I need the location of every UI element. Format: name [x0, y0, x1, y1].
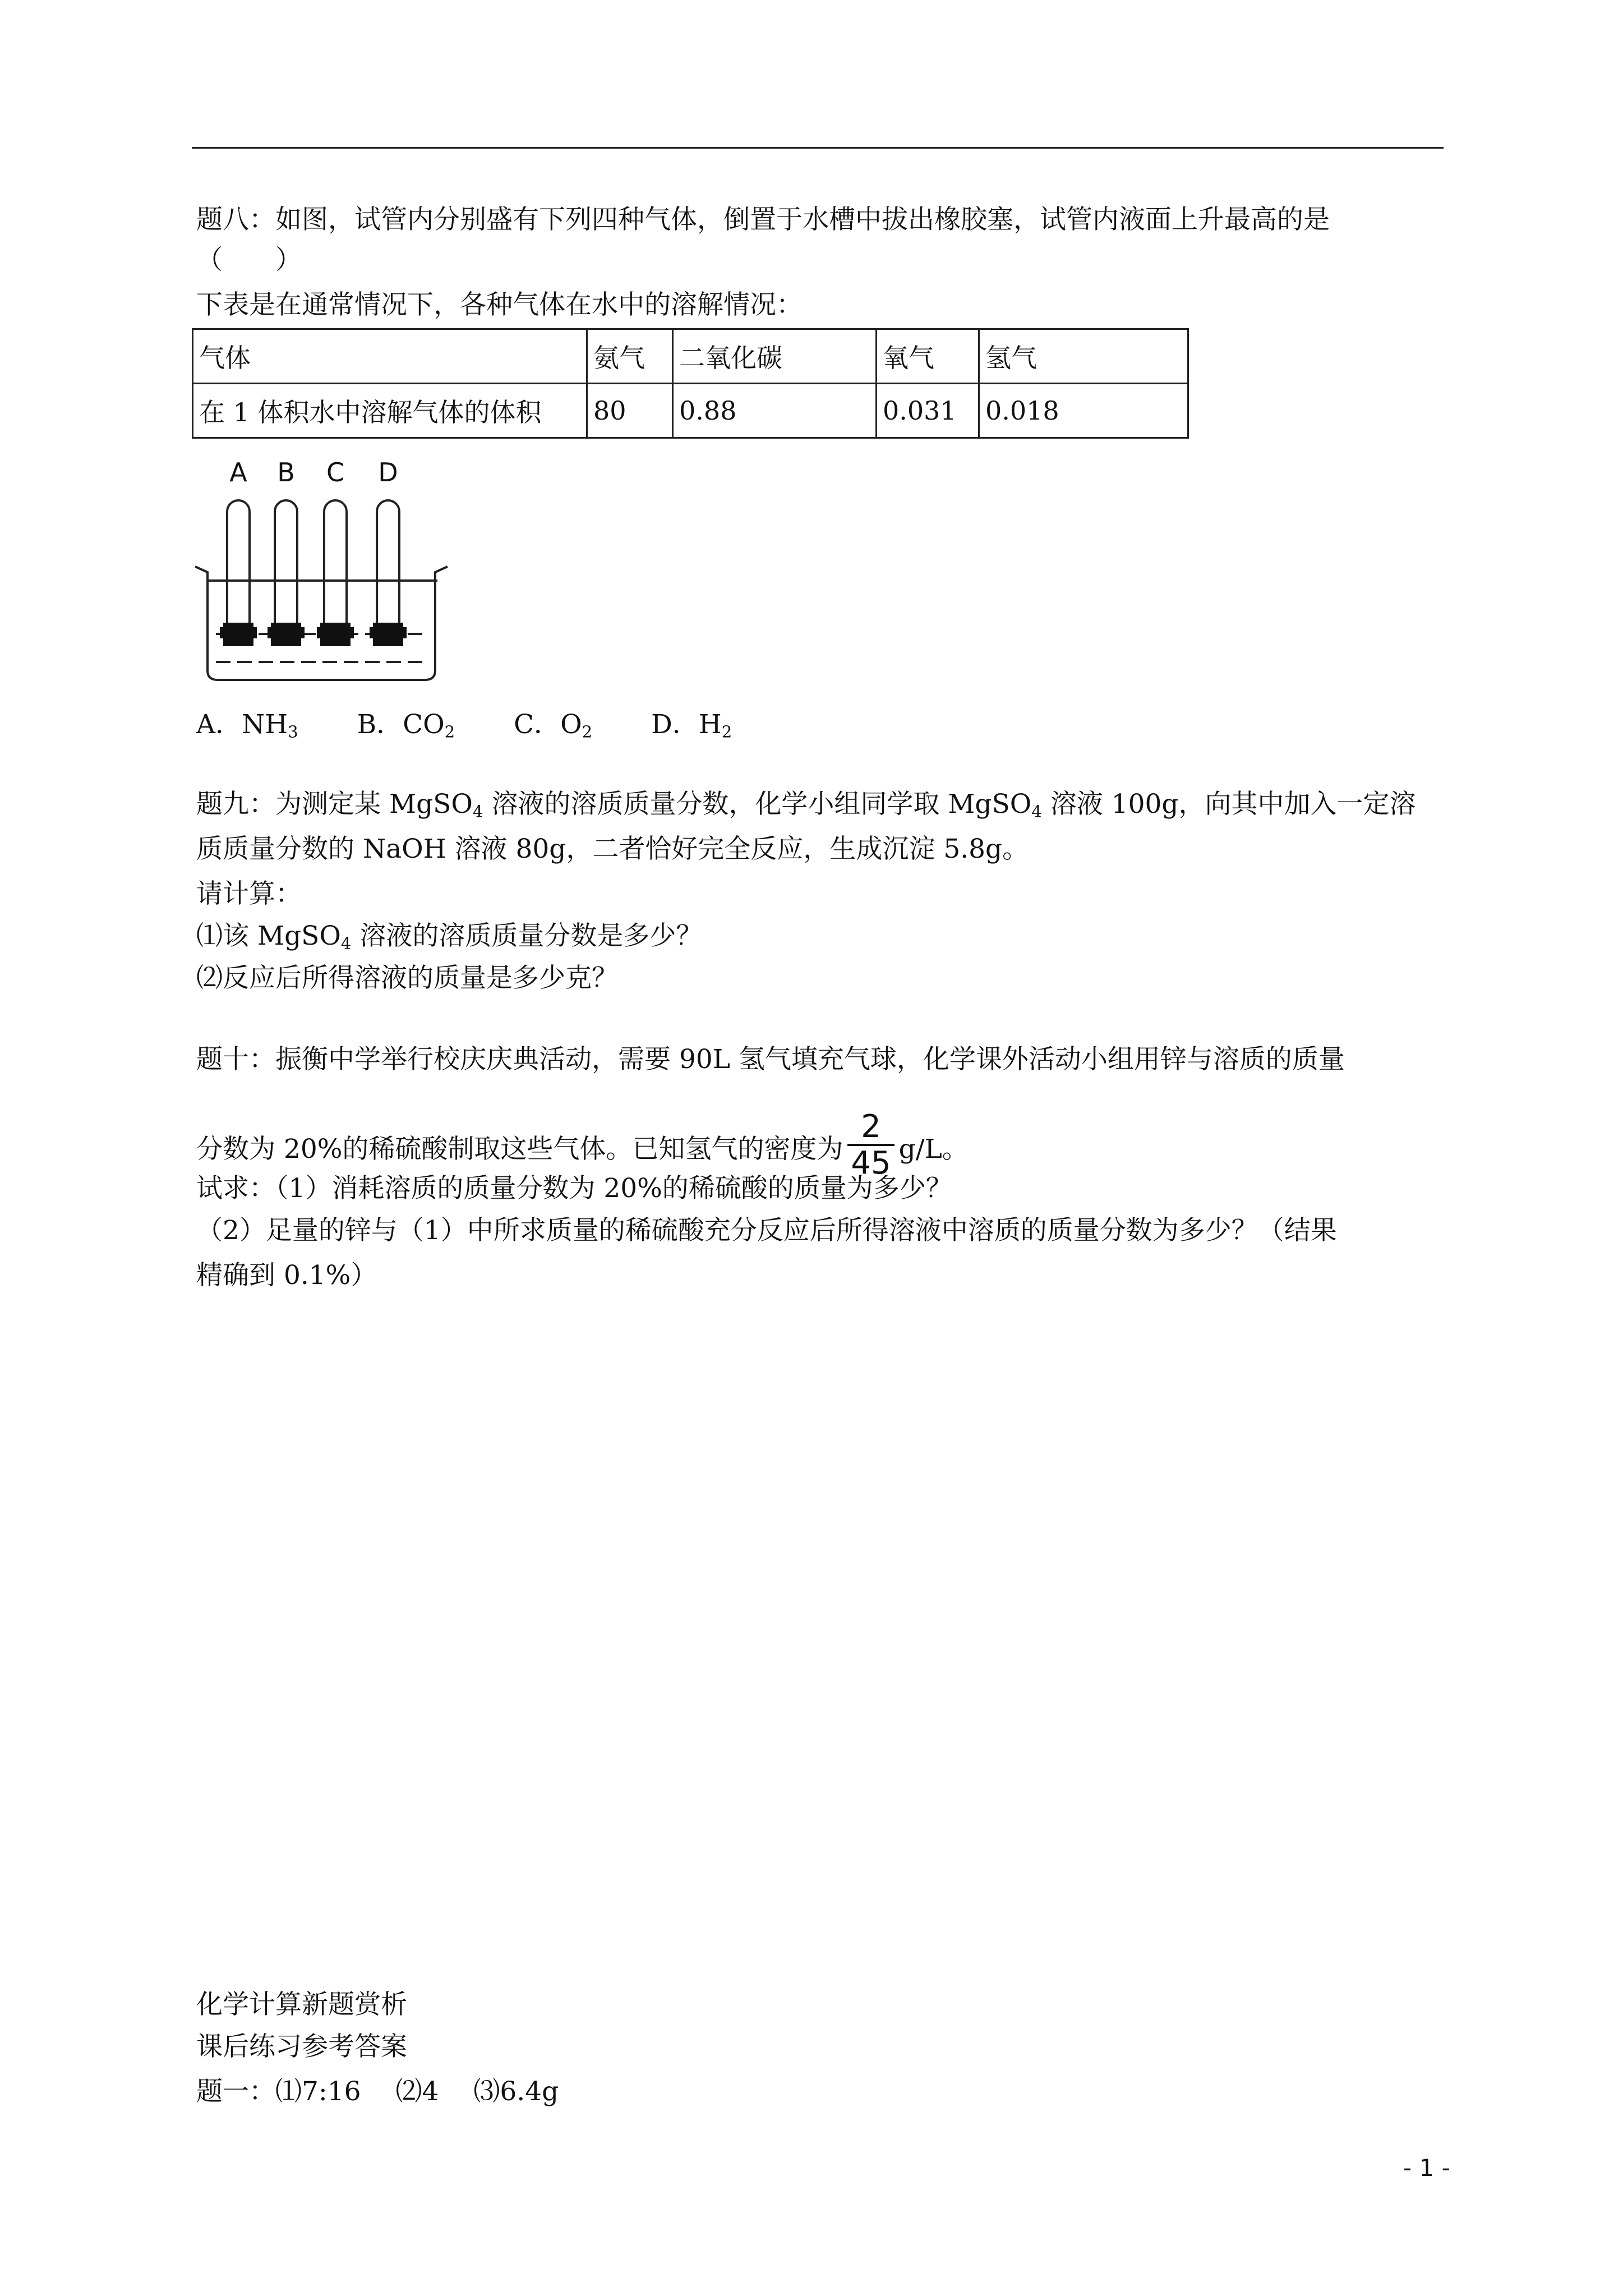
table-row [193, 329, 1188, 384]
q8-answer-blank: （ ） [196, 245, 302, 275]
q10-question-line2: 分数为 20%的稀硫酸制取这些气体。已知氢气的密度为 $\frac{2}{45}$ g/L。 [196, 1108, 969, 1181]
table-cell: 氢气 [979, 329, 1188, 384]
table-cell: 0.018 [979, 384, 1188, 438]
tube-label-a: A [229, 457, 247, 487]
table-row [193, 384, 1188, 438]
test-tube-d [377, 500, 399, 631]
tube-label-d: D [378, 457, 398, 487]
q8-table-intro: 下表是在通常情况下，各种气体在水中的溶解情况： [196, 289, 803, 320]
q9-prompt: 请计算： [196, 878, 302, 909]
table-cell: 80 [587, 384, 673, 438]
stopper-d [370, 623, 407, 646]
page-number: - 1 - [1403, 2154, 1450, 2182]
answers-title: 化学计算新题赏析 [196, 1989, 407, 2020]
test-tube-b [275, 500, 297, 631]
table-cell: 0.88 [673, 384, 877, 438]
q9-subquestion-1: ⑴该 MgSO$_4$ 溶液的溶质质量分数是多少？ [196, 921, 703, 953]
q10-subquestion-2: （2）足量的锌与（1）中所求质量的稀硫酸充分反应后所得溶液中溶质的质量分数为多少？（结果 [196, 1215, 1337, 1246]
density-fraction: $\frac{2}{45}$ [847, 1111, 894, 1180]
table-cell: 在 1 体积水中溶解气体的体积 [193, 384, 587, 438]
answers-subtitle: 课后练习参考答案 [196, 2031, 407, 2062]
gas-solubility-table [192, 328, 1189, 439]
tube-label-b: B [277, 457, 295, 487]
q8-choices [196, 709, 782, 742]
test-tube-c [324, 500, 347, 631]
choice-a: A．$NH_3$ [196, 709, 298, 742]
q10-subquestion-1: 试求：（1）消耗溶质的质量分数为 20%的稀硫酸的质量为多少？ [196, 1173, 952, 1204]
table-cell: 气体 [193, 329, 587, 384]
table-cell: 氨气 [587, 329, 673, 384]
stopper-c [317, 623, 354, 646]
test-tubes-diagram [191, 449, 454, 696]
q10-question-line1: 题十：振衡中学举行校庆庆典活动，需要 90L 氢气填充气球，化学课外活动小组用锌与溶质的质量 [196, 1044, 1345, 1075]
q9-question-line2: 质质量分数的 NaOH 溶液 80g，二者恰好完全反应，生成沉淀 5.8g。 [196, 834, 1029, 864]
test-tube-a [227, 500, 250, 631]
choice-b: B．$CO_2$ [357, 709, 455, 742]
q8-question-line1: 题八：如图，试管内分别盛有下列四种气体，倒置于水槽中拔出橡胶塞，试管内液面上升最高的是 [196, 204, 1330, 235]
header-rule [192, 147, 1444, 149]
tube-label-c: C [326, 457, 345, 487]
q9-subquestion-2: ⑵反应后所得溶液的质量是多少克？ [196, 963, 618, 993]
stopper-b [268, 623, 305, 646]
q10-subquestion-2-cont: 精确到 0.1%） [196, 1260, 377, 1291]
table-cell: 二氧化碳 [673, 329, 877, 384]
choice-c: C．$O_2$ [514, 709, 593, 742]
q9-question-line1: 题九：为测定某 MgSO$_4$ 溶液的溶质质量分数，化学小组同学取 MgSO$_4$ 溶液 100g，向其中加入一定溶 [196, 789, 1416, 821]
answer-q1: 题一：⑴7:16 ⑵4 ⑶6.4g [196, 2076, 559, 2107]
stopper-a [220, 623, 257, 646]
table-cell: 0.031 [877, 384, 979, 438]
table-cell: 氧气 [877, 329, 979, 384]
choice-d: D．$H_2$ [651, 709, 732, 742]
